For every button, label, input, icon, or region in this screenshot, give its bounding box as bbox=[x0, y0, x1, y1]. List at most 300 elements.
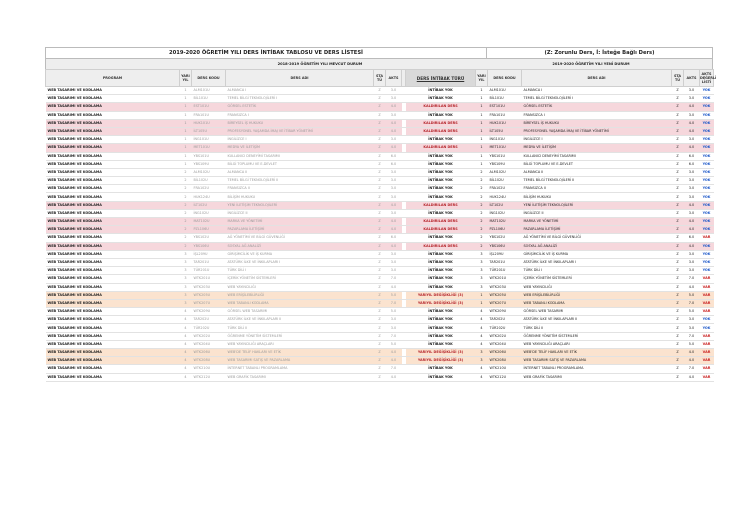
new-yari-yil-cell: 1 bbox=[476, 299, 488, 307]
ders-kodu-cell: TÜR201U bbox=[192, 267, 226, 275]
ders-adi-cell: FRANSIZCA I bbox=[226, 111, 374, 119]
akts-cell: 3.0 bbox=[386, 250, 402, 258]
yari-yil-cell: 2 bbox=[180, 177, 192, 185]
lab-cell: YOK bbox=[700, 95, 714, 103]
new-ders-kodu-cell: MET101U bbox=[488, 144, 522, 152]
program-cell: WEB TASARIMI VE KODLAMA bbox=[46, 283, 180, 291]
yari-yil-cell: 1 bbox=[180, 152, 192, 160]
lab-cell: YOK bbox=[700, 152, 714, 160]
ders-adi-cell: WEB'DE TELİF HAKLARI VE ETİK bbox=[226, 349, 374, 357]
ders-kodu-cell: İNG101U bbox=[192, 136, 226, 144]
new-yari-yil-cell: 1 bbox=[476, 103, 488, 111]
ders-adi-cell: BİLGİ TOPLUMU VE E-DEVLET bbox=[226, 160, 374, 168]
intibak-status-cell: İNTİBAK YOK bbox=[406, 373, 476, 381]
intibak-status-cell: KALDIRILAN DERS bbox=[406, 119, 476, 127]
new-statu-cell: Z bbox=[672, 144, 684, 152]
ders-kodu-cell: YBS102U bbox=[192, 234, 226, 242]
statu-cell: Z bbox=[374, 365, 386, 373]
header-akts: AKTS bbox=[386, 70, 402, 87]
intibak-status-cell: YARIYIL DEĞİŞİKLİĞİ (3) bbox=[406, 299, 476, 307]
new-statu-cell: Z bbox=[672, 201, 684, 209]
ders-adi-cell: TEMEL BİLGİ TEKNOLOJİLERİ II bbox=[226, 177, 374, 185]
header-new-ders-adi: DERS ADI bbox=[522, 70, 672, 87]
statu-cell: Z bbox=[374, 218, 386, 226]
ders-kodu-cell: WTK212U bbox=[192, 373, 226, 381]
new-akts-cell: 4.0 bbox=[684, 349, 700, 357]
new-ders-adi-cell: GÖRSEL ESTETİK bbox=[522, 103, 672, 111]
table-row bbox=[46, 177, 714, 185]
table-row bbox=[46, 185, 714, 193]
statu-cell: Z bbox=[374, 127, 386, 135]
table-row bbox=[46, 193, 714, 201]
yari-yil-cell: 3 bbox=[180, 267, 192, 275]
program-cell: WEB TASARIMI VE KODLAMA bbox=[46, 185, 180, 193]
new-ders-adi-cell: TÜRK DİLİ I bbox=[522, 267, 672, 275]
new-akts-cell: 4.0 bbox=[684, 144, 700, 152]
program-cell: WEB TASARIMI VE KODLAMA bbox=[46, 87, 180, 95]
new-yari-yil-cell: 1 bbox=[476, 136, 488, 144]
intibak-status-cell: YARIYIL DEĞİŞİKLİĞİ (3) bbox=[406, 291, 476, 299]
statu-cell: Z bbox=[374, 95, 386, 103]
yari-yil-cell: 4 bbox=[180, 373, 192, 381]
ders-adi-cell: WEB YAYINCILIĞI ARAÇLARI bbox=[226, 340, 374, 348]
ders-kodu-cell: YBS109U bbox=[192, 160, 226, 168]
table-row bbox=[46, 103, 714, 111]
ders-kodu-cell: PZL106U bbox=[192, 226, 226, 234]
program-cell: WEB TASARIMI VE KODLAMA bbox=[46, 340, 180, 348]
program-cell: WEB TASARIMI VE KODLAMA bbox=[46, 242, 180, 250]
statu-cell: Z bbox=[374, 111, 386, 119]
new-yari-yil-cell: 4 bbox=[476, 308, 488, 316]
new-ders-kodu-cell: YBS101U bbox=[488, 152, 522, 160]
yari-yil-cell: 2 bbox=[180, 185, 192, 193]
new-ders-adi-cell: SOSYAL AĞ ANALİZİ bbox=[522, 242, 672, 250]
table-row bbox=[46, 332, 714, 340]
akts-cell: 3.0 bbox=[386, 258, 402, 266]
new-ders-kodu-cell: WTK208U bbox=[488, 357, 522, 365]
yari-yil-cell: 2 bbox=[180, 193, 192, 201]
new-statu-cell: Z bbox=[672, 258, 684, 266]
ders-adi-cell: İNTERNET TABANLI PROGRAMLAMA bbox=[226, 365, 374, 373]
new-akts-cell: 4.0 bbox=[684, 103, 700, 111]
column-header-row bbox=[46, 70, 714, 87]
table-row bbox=[46, 226, 714, 234]
statu-cell: Z bbox=[374, 201, 386, 209]
new-ders-kodu-cell: İNG102U bbox=[488, 209, 522, 217]
section-header-row bbox=[45, 59, 713, 69]
new-ders-adi-cell: PROFESYONEL YAŞAMDA İMAJ VE İTİBAR YÖNETİMİ bbox=[522, 127, 672, 135]
statu-cell: Z bbox=[374, 250, 386, 258]
lab-cell: YOK bbox=[700, 193, 714, 201]
lab-cell: YOK bbox=[700, 144, 714, 152]
statu-cell: Z bbox=[374, 316, 386, 324]
ders-kodu-cell: WTK205U bbox=[192, 291, 226, 299]
ders-adi-cell: YENİ İLETİŞİM TEKNOLOJİLERİ bbox=[226, 201, 374, 209]
ders-adi-cell: İNGİLİZCE I bbox=[226, 136, 374, 144]
table-row bbox=[46, 349, 714, 357]
ders-kodu-cell: FRA101U bbox=[192, 111, 226, 119]
new-akts-cell: 6.0 bbox=[684, 234, 700, 242]
ders-kodu-cell: WTK203U bbox=[192, 283, 226, 291]
program-cell: WEB TASARIMI VE KODLAMA bbox=[46, 324, 180, 332]
new-ders-kodu-cell: WTK203U bbox=[488, 283, 522, 291]
statu-cell: Z bbox=[374, 275, 386, 283]
intibak-status-cell: İNTİBAK YOK bbox=[406, 365, 476, 373]
new-statu-cell: Z bbox=[672, 177, 684, 185]
akts-cell: 3.0 bbox=[386, 316, 402, 324]
table-row bbox=[46, 316, 714, 324]
new-ders-adi-cell: WEB GRAFİK TASARIMI bbox=[522, 373, 672, 381]
table-row bbox=[46, 267, 714, 275]
table-row bbox=[46, 365, 714, 373]
statu-cell: Z bbox=[374, 234, 386, 242]
akts-cell: 6.0 bbox=[386, 152, 402, 160]
akts-cell: 4.0 bbox=[386, 119, 402, 127]
akts-cell: 5.0 bbox=[386, 291, 402, 299]
new-statu-cell: Z bbox=[672, 332, 684, 340]
akts-cell: 4.0 bbox=[386, 103, 402, 111]
ders-adi-cell: ATATÜRK İLKE VE İNKILAPLARI II bbox=[226, 316, 374, 324]
new-ders-kodu-cell: WTK202U bbox=[488, 332, 522, 340]
ders-kodu-cell: WTK208U bbox=[192, 357, 226, 365]
ders-adi-cell: İÇERİK YÖNETİM SİSTEMLERİ bbox=[226, 275, 374, 283]
new-akts-cell: 7.0 bbox=[684, 365, 700, 373]
yari-yil-cell: 2 bbox=[180, 226, 192, 234]
new-ders-adi-cell: WEB ERİŞİLEBİLİRLİĞİ bbox=[522, 291, 672, 299]
akts-cell: 3.0 bbox=[386, 324, 402, 332]
ders-adi-cell: GÖRSEL WEB TASARIMI bbox=[226, 308, 374, 316]
yari-yil-cell: 2 bbox=[180, 218, 192, 226]
document-title: 2019-2020 ÖĞRETİM YILI DERS İNTİBAK TABLOSU VE DERS LİSTESİ bbox=[46, 48, 487, 58]
ders-adi-cell: FRANSIZCA II bbox=[226, 185, 374, 193]
new-ders-adi-cell: TEMEL BİLGİ TEKNOLOJİLERİ II bbox=[522, 177, 672, 185]
intibak-status-cell: İNTİBAK YOK bbox=[406, 250, 476, 258]
ders-kodu-cell: YBS106U bbox=[192, 242, 226, 250]
yari-yil-cell: 1 bbox=[180, 136, 192, 144]
akts-cell: 4.0 bbox=[386, 283, 402, 291]
statu-cell: Z bbox=[374, 324, 386, 332]
akts-cell: 3.0 bbox=[386, 87, 402, 95]
statu-cell: Z bbox=[374, 291, 386, 299]
lab-cell: YOK bbox=[700, 218, 714, 226]
new-ders-kodu-cell: WTK209U bbox=[488, 308, 522, 316]
new-yari-yil-cell: 4 bbox=[476, 324, 488, 332]
yari-yil-cell: 4 bbox=[180, 357, 192, 365]
akts-cell: 6.0 bbox=[386, 160, 402, 168]
intibak-status-cell: İNTİBAK YOK bbox=[406, 316, 476, 324]
intibak-status-cell: İNTİBAK YOK bbox=[406, 168, 476, 176]
new-ders-adi-cell: ALMANCA II bbox=[522, 168, 672, 176]
yari-yil-cell: 3 bbox=[180, 291, 192, 299]
statu-cell: Z bbox=[374, 152, 386, 160]
intibak-status-cell: YARIYIL DEĞİŞİKLİĞİ (3) bbox=[406, 349, 476, 357]
new-akts-cell: 6.0 bbox=[684, 160, 700, 168]
akts-cell: 3.0 bbox=[386, 209, 402, 217]
new-yari-yil-cell: 1 bbox=[476, 160, 488, 168]
statu-cell: Z bbox=[374, 242, 386, 250]
new-ders-adi-cell: İÇERİK YÖNETİM SİSTEMLERİ bbox=[522, 275, 672, 283]
new-ders-adi-cell: TÜRK DİLİ II bbox=[522, 324, 672, 332]
ders-kodu-cell: BİL101U bbox=[192, 95, 226, 103]
new-statu-cell: Z bbox=[672, 340, 684, 348]
akts-cell: 3.0 bbox=[386, 193, 402, 201]
new-ders-kodu-cell: İLT102U bbox=[488, 201, 522, 209]
new-statu-cell: Z bbox=[672, 373, 684, 381]
new-statu-cell: Z bbox=[672, 299, 684, 307]
intibak-status-cell: İNTİBAK YOK bbox=[406, 185, 476, 193]
new-ders-adi-cell: FRANSIZCA II bbox=[522, 185, 672, 193]
new-yari-yil-cell: 1 bbox=[476, 144, 488, 152]
new-ders-kodu-cell: BİL101U bbox=[488, 95, 522, 103]
new-yari-yil-cell: 1 bbox=[476, 119, 488, 127]
intibak-status-cell: İNTİBAK YOK bbox=[406, 209, 476, 217]
new-statu-cell: Z bbox=[672, 127, 684, 135]
statu-cell: Z bbox=[374, 177, 386, 185]
ders-adi-cell: WEB TASARIMI SATIŞ VE PAZARLAMA bbox=[226, 357, 374, 365]
akts-cell: 4.0 bbox=[386, 144, 402, 152]
intibak-status-cell: İNTİBAK YOK bbox=[406, 258, 476, 266]
table-row bbox=[46, 357, 714, 365]
ders-kodu-cell: MAT102U bbox=[192, 218, 226, 226]
lab-cell: YOK bbox=[700, 209, 714, 217]
yari-yil-cell: 4 bbox=[180, 316, 192, 324]
statu-cell: Z bbox=[374, 308, 386, 316]
yari-yil-cell: 2 bbox=[180, 209, 192, 217]
program-cell: WEB TASARIMI VE KODLAMA bbox=[46, 365, 180, 373]
ders-kodu-cell: HUK101U bbox=[192, 119, 226, 127]
program-cell: WEB TASARIMI VE KODLAMA bbox=[46, 226, 180, 234]
table-row bbox=[46, 136, 714, 144]
legend-note: (Z: Zorunlu Ders, İ: İsteğe Bağlı Ders) bbox=[544, 50, 655, 56]
lab-cell: YOK bbox=[700, 87, 714, 95]
table-row bbox=[46, 258, 714, 266]
new-akts-cell: 5.0 bbox=[684, 291, 700, 299]
yari-yil-cell: 2 bbox=[180, 201, 192, 209]
lab-cell: VAR bbox=[700, 308, 714, 316]
statu-cell: Z bbox=[374, 136, 386, 144]
ders-kodu-cell: TAR201U bbox=[192, 258, 226, 266]
new-ders-kodu-cell: WTK206U bbox=[488, 349, 522, 357]
akts-cell: 4.0 bbox=[386, 349, 402, 357]
ders-adi-cell: AĞ YÖNETİMİ VE BİLGİ GÜVENLİĞİ bbox=[226, 234, 374, 242]
new-statu-cell: Z bbox=[672, 185, 684, 193]
new-yari-yil-cell: 2 bbox=[476, 242, 488, 250]
statu-cell: Z bbox=[374, 144, 386, 152]
new-yari-yil-cell: 1 bbox=[476, 152, 488, 160]
akts-cell: 3.0 bbox=[386, 136, 402, 144]
ders-adi-cell: PROFESYONEL YAŞAMDA İMAJ VE İTİBAR YÖNETİMİ bbox=[226, 127, 374, 135]
lab-cell: YOK bbox=[700, 250, 714, 258]
new-ders-kodu-cell: EST101U bbox=[488, 103, 522, 111]
new-yari-yil-cell: 2 bbox=[476, 185, 488, 193]
akts-cell: 4.0 bbox=[386, 242, 402, 250]
yari-yil-cell: 4 bbox=[180, 308, 192, 316]
yari-yil-cell: 3 bbox=[180, 250, 192, 258]
akts-cell: 6.0 bbox=[386, 234, 402, 242]
lab-cell: YOK bbox=[700, 226, 714, 234]
table-row bbox=[46, 340, 714, 348]
new-ders-adi-cell: İNGİLİZCE II bbox=[522, 209, 672, 217]
new-ders-adi-cell: MARKA VE YÖNETİMİ bbox=[522, 218, 672, 226]
intibak-status-cell: İNTİBAK YOK bbox=[406, 275, 476, 283]
ders-kodu-cell: FRA102U bbox=[192, 185, 226, 193]
new-ders-adi-cell: BİLGİ TOPLUMU VE E-DEVLET bbox=[522, 160, 672, 168]
new-akts-cell: 4.0 bbox=[684, 373, 700, 381]
new-akts-cell: 4.0 bbox=[684, 283, 700, 291]
intibak-status-cell: İNTİBAK YOK bbox=[406, 136, 476, 144]
table-row bbox=[46, 373, 714, 381]
header-yari-yil: YARI YIL bbox=[180, 70, 192, 87]
new-yari-yil-cell: 3 bbox=[476, 267, 488, 275]
new-statu-cell: Z bbox=[672, 168, 684, 176]
yari-yil-cell: 4 bbox=[180, 365, 192, 373]
new-akts-cell: 3.0 bbox=[684, 324, 700, 332]
lab-cell: YOK bbox=[700, 177, 714, 185]
statu-cell: Z bbox=[374, 349, 386, 357]
new-ders-adi-cell: PAZARLAMA İLETİŞİMİ bbox=[522, 226, 672, 234]
ders-adi-cell: MEDYA VE İLETİŞİM bbox=[226, 144, 374, 152]
intibak-table bbox=[45, 69, 717, 382]
new-ders-adi-cell: GİRİŞİMCİLİK VE İŞ KURMA bbox=[522, 250, 672, 258]
new-statu-cell: Z bbox=[672, 87, 684, 95]
ders-kodu-cell: İLT105U bbox=[192, 127, 226, 135]
statu-cell: Z bbox=[374, 283, 386, 291]
new-akts-cell: 7.0 bbox=[684, 332, 700, 340]
program-cell: WEB TASARIMI VE KODLAMA bbox=[46, 127, 180, 135]
new-statu-cell: Z bbox=[672, 193, 684, 201]
new-statu-cell: Z bbox=[672, 152, 684, 160]
statu-cell: Z bbox=[374, 103, 386, 111]
new-yari-yil-cell: 3 bbox=[476, 258, 488, 266]
ders-adi-cell: ÖĞRENME YÖNETİM SİSTEMLERİ bbox=[226, 332, 374, 340]
new-ders-adi-cell: BİREYSEL İŞ HUKUKU bbox=[522, 119, 672, 127]
new-yari-yil-cell: 3 bbox=[476, 250, 488, 258]
header-new-statu: STA TÜ bbox=[672, 70, 684, 87]
program-cell: WEB TASARIMI VE KODLAMA bbox=[46, 373, 180, 381]
ders-kodu-cell: BİL102U bbox=[192, 177, 226, 185]
table-row bbox=[46, 160, 714, 168]
ders-kodu-cell: WTK207U bbox=[192, 299, 226, 307]
table-row bbox=[46, 95, 714, 103]
program-cell: WEB TASARIMI VE KODLAMA bbox=[46, 291, 180, 299]
program-cell: WEB TASARIMI VE KODLAMA bbox=[46, 152, 180, 160]
new-ders-kodu-cell: TÜR201U bbox=[488, 267, 522, 275]
intibak-status-cell: İNTİBAK YOK bbox=[406, 87, 476, 95]
new-yari-yil-cell: 2 bbox=[476, 209, 488, 217]
new-statu-cell: Z bbox=[672, 209, 684, 217]
program-cell: WEB TASARIMI VE KODLAMA bbox=[46, 209, 180, 217]
ders-kodu-cell: WTK201U bbox=[192, 275, 226, 283]
lab-cell: VAR bbox=[700, 291, 714, 299]
new-ders-adi-cell: WEB TABANLI KODLAMA bbox=[522, 299, 672, 307]
lab-cell: VAR bbox=[700, 373, 714, 381]
statu-cell: Z bbox=[374, 160, 386, 168]
new-akts-cell: 4.0 bbox=[684, 127, 700, 135]
new-ders-adi-cell: WEB YAYINCILIĞI bbox=[522, 283, 672, 291]
statu-cell: Z bbox=[374, 226, 386, 234]
ders-adi-cell: WEB YAYINCILIĞI bbox=[226, 283, 374, 291]
statu-cell: Z bbox=[374, 258, 386, 266]
new-akts-cell: 3.0 bbox=[684, 258, 700, 266]
akts-cell: 4.0 bbox=[386, 357, 402, 365]
lab-cell: YOK bbox=[700, 119, 714, 127]
lab-cell: VAR bbox=[700, 299, 714, 307]
header-new-yari-yil: YARI YIL bbox=[476, 70, 488, 87]
intibak-status-cell: KALDIRILAN DERS bbox=[406, 201, 476, 209]
new-ders-kodu-cell: TÜR202U bbox=[488, 324, 522, 332]
new-akts-cell: 3.0 bbox=[684, 267, 700, 275]
statu-cell: Z bbox=[374, 267, 386, 275]
intibak-status-cell: İNTİBAK YOK bbox=[406, 111, 476, 119]
ders-adi-cell: İNGİLİZCE II bbox=[226, 209, 374, 217]
new-yari-yil-cell: 1 bbox=[476, 127, 488, 135]
intibak-sheet bbox=[45, 47, 717, 382]
statu-cell: Z bbox=[374, 193, 386, 201]
header-ders-kodu: DERS KODU bbox=[192, 70, 226, 87]
program-cell: WEB TASARIMI VE KODLAMA bbox=[46, 234, 180, 242]
table-row bbox=[46, 324, 714, 332]
intibak-status-cell: KALDIRILAN DERS bbox=[406, 242, 476, 250]
yari-yil-cell: 3 bbox=[180, 299, 192, 307]
new-ders-adi-cell: WEB TASARIMI SATIŞ VE PAZARLAMA bbox=[522, 357, 672, 365]
akts-cell: 3.0 bbox=[386, 111, 402, 119]
lab-cell: VAR bbox=[700, 357, 714, 365]
program-cell: WEB TASARIMI VE KODLAMA bbox=[46, 332, 180, 340]
ders-kodu-cell: TÜR202U bbox=[192, 324, 226, 332]
intibak-status-cell: KALDIRILAN DERS bbox=[406, 218, 476, 226]
program-cell: WEB TASARIMI VE KODLAMA bbox=[46, 177, 180, 185]
program-cell: WEB TASARIMI VE KODLAMA bbox=[46, 267, 180, 275]
new-statu-cell: Z bbox=[672, 324, 684, 332]
new-ders-kodu-cell: ALM101U bbox=[488, 87, 522, 95]
table-row bbox=[46, 275, 714, 283]
new-statu-cell: Z bbox=[672, 250, 684, 258]
table-row bbox=[46, 209, 714, 217]
new-ders-adi-cell: İNGİLİZCE I bbox=[522, 136, 672, 144]
program-cell: WEB TASARIMI VE KODLAMA bbox=[46, 349, 180, 357]
header-lab: AKTS DEĞERLİ LİSTİ bbox=[700, 70, 714, 87]
new-akts-cell: 4.0 bbox=[684, 119, 700, 127]
new-akts-cell: 3.0 bbox=[684, 95, 700, 103]
new-akts-cell: 4.0 bbox=[684, 218, 700, 226]
intibak-status-cell: KALDIRILAN DERS bbox=[406, 226, 476, 234]
new-ders-kodu-cell: YBS102U bbox=[488, 234, 522, 242]
akts-cell: 7.0 bbox=[386, 299, 402, 307]
intibak-status-cell: İNTİBAK YOK bbox=[406, 152, 476, 160]
new-ders-kodu-cell: İLT105U bbox=[488, 127, 522, 135]
akts-cell: 3.0 bbox=[386, 185, 402, 193]
intibak-status-cell: İNTİBAK YOK bbox=[406, 267, 476, 275]
new-akts-cell: 3.0 bbox=[684, 316, 700, 324]
program-cell: WEB TASARIMI VE KODLAMA bbox=[46, 250, 180, 258]
yari-yil-cell: 3 bbox=[180, 258, 192, 266]
table-row bbox=[46, 291, 714, 299]
header-ders-adi: DERS ADI bbox=[226, 70, 374, 87]
new-akts-cell: 3.0 bbox=[684, 136, 700, 144]
intibak-status-cell: KALDIRILAN DERS bbox=[406, 127, 476, 135]
ders-kodu-cell: TAR202U bbox=[192, 316, 226, 324]
new-yari-yil-cell: 4 bbox=[476, 332, 488, 340]
ders-adi-cell: BİREYSEL İŞ HUKUKU bbox=[226, 119, 374, 127]
new-ders-kodu-cell: WTK207U bbox=[488, 299, 522, 307]
new-ders-adi-cell: ALMANCA I bbox=[522, 87, 672, 95]
yari-yil-cell: 1 bbox=[180, 160, 192, 168]
new-yari-yil-cell: 3 bbox=[476, 275, 488, 283]
lab-cell: VAR bbox=[700, 275, 714, 283]
new-ders-kodu-cell: WTK201U bbox=[488, 275, 522, 283]
new-statu-cell: Z bbox=[672, 103, 684, 111]
new-ders-adi-cell: KULLANICI DENEYİMİ TASARIMI bbox=[522, 152, 672, 160]
